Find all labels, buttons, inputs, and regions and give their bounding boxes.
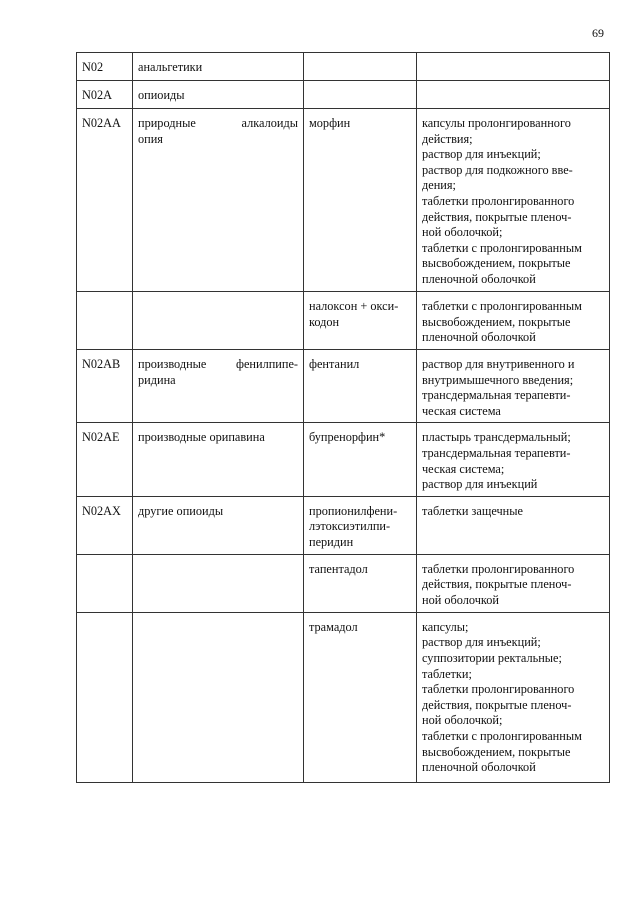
dosage-forms-cell bbox=[417, 53, 610, 81]
atc-group-cell bbox=[133, 423, 304, 496]
drug-name-cell bbox=[304, 81, 417, 109]
drug-name-cell bbox=[304, 554, 417, 612]
atc-group-cell-line: другие опиоиды bbox=[138, 503, 224, 518]
dosage-forms-cell-line: трансдермальная терапевти- bbox=[422, 388, 571, 403]
dosage-forms-cell bbox=[417, 496, 610, 554]
atc-group-cell-line: опиоиды bbox=[138, 88, 185, 102]
drug-name-cell-line: бупренорфин* bbox=[309, 430, 386, 445]
dosage-forms-cell-line: действия; bbox=[422, 131, 473, 146]
atc-code-cell: N02 bbox=[77, 53, 133, 81]
dosage-forms-cell-line: дения; bbox=[422, 178, 456, 193]
table-row bbox=[77, 109, 610, 292]
dosage-forms-cell-line: таблетки с пролонгированным bbox=[422, 240, 582, 255]
dosage-forms-cell bbox=[417, 612, 610, 782]
table-row bbox=[77, 53, 610, 81]
atc-group-cell bbox=[133, 81, 304, 109]
dosage-forms-cell-line: ной оболочкой; bbox=[422, 225, 503, 240]
dosage-forms-cell-line: раствор для инъекций bbox=[422, 477, 538, 492]
table-row bbox=[77, 292, 610, 350]
atc-group-cell-line: анальгетики bbox=[138, 60, 203, 74]
atc-group-cell bbox=[133, 496, 304, 554]
dosage-forms-cell bbox=[417, 109, 610, 292]
dosage-forms-cell-line: пленочной оболочкой bbox=[422, 760, 536, 775]
drug-name-cell-line: трамадол bbox=[309, 619, 358, 634]
drug-name-cell-line: морфин bbox=[309, 116, 351, 130]
dosage-forms-cell-line: ной оболочкой; bbox=[422, 713, 503, 728]
dosage-forms-cell-line: таблетки пролонгированного bbox=[422, 682, 575, 697]
dosage-forms-cell bbox=[417, 423, 610, 496]
atc-code-cell bbox=[77, 612, 133, 782]
dosage-forms-cell-line: раствор для инъекций; bbox=[422, 147, 541, 162]
table-row bbox=[77, 496, 610, 554]
dosage-forms-cell-line: пленочной оболочкой bbox=[422, 330, 536, 345]
dosage-forms-cell-line: раствор для внутривенного и bbox=[422, 357, 575, 371]
drug-name-cell-line: налоксон + окси- bbox=[309, 299, 399, 313]
atc-group-cell-line: производные фенилпипе- bbox=[138, 357, 298, 371]
drug-name-cell bbox=[304, 423, 417, 496]
drug-name-cell bbox=[304, 612, 417, 782]
dosage-forms-cell-line: действия, покрытые пленоч- bbox=[422, 697, 572, 712]
atc-code-cell: N02AB bbox=[77, 350, 133, 423]
atc-code-cell: N02AX bbox=[77, 496, 133, 554]
atc-group-cell bbox=[133, 53, 304, 81]
page-number: 69 bbox=[592, 26, 604, 40]
atc-group-cell bbox=[133, 554, 304, 612]
dosage-forms-cell bbox=[417, 292, 610, 350]
table-row bbox=[77, 81, 610, 109]
drug-name-cell-line: тапентадол bbox=[309, 561, 368, 576]
dosage-forms-cell-line: пластырь трансдермальный; bbox=[422, 430, 571, 445]
dosage-forms-cell-line: суппозитории ректальные; bbox=[422, 650, 562, 665]
atc-group-cell-line: опия bbox=[138, 131, 163, 146]
dosage-forms-cell bbox=[417, 554, 610, 612]
drug-name-cell bbox=[304, 53, 417, 81]
atc-group-cell bbox=[133, 109, 304, 292]
atc-group-cell bbox=[133, 350, 304, 423]
dosage-forms-cell-line: раствор для инъекций; bbox=[422, 635, 541, 650]
dosage-forms-cell-line: таблетки пролонгированного bbox=[422, 193, 575, 208]
atc-code-cell bbox=[77, 554, 133, 612]
dosage-forms-cell-line: таблетки защечные bbox=[422, 503, 523, 518]
dosage-forms-cell-line: таблетки; bbox=[422, 666, 472, 681]
dosage-forms-cell-line: действия, покрытые пленоч- bbox=[422, 577, 572, 592]
drug-name-cell-line: перидин bbox=[309, 534, 354, 549]
drug-name-cell-line: пропионилфени- bbox=[309, 503, 398, 518]
table-row bbox=[77, 612, 610, 782]
atc-code-cell bbox=[77, 292, 133, 350]
atc-code-cell: N02AA bbox=[77, 109, 133, 292]
dosage-forms-cell-line: таблетки пролонгированного bbox=[422, 561, 575, 576]
dosage-forms-cell-line: капсулы пролонгированного bbox=[422, 116, 571, 130]
dosage-forms-cell-line: раствор для подкожного вве- bbox=[422, 162, 573, 177]
dosage-forms-cell-line: высвобождением, покрытые bbox=[422, 314, 571, 329]
dosage-forms-cell bbox=[417, 350, 610, 423]
drug-name-cell bbox=[304, 109, 417, 292]
dosage-forms-cell-line: пленочной оболочкой bbox=[422, 271, 536, 286]
dosage-forms-cell-line: таблетки с пролонгированным bbox=[422, 299, 582, 313]
atc-group-cell-line: производные орипавина bbox=[138, 430, 265, 445]
dosage-forms-cell bbox=[417, 81, 610, 109]
dosage-forms-cell-line: внутримышечного введения; bbox=[422, 372, 574, 387]
dosage-forms-cell-line: высвобождением, покрытые bbox=[422, 744, 571, 759]
atc-code-cell: N02AE bbox=[77, 423, 133, 496]
atc-group-cell-line: природные алкалоиды bbox=[138, 116, 298, 130]
drug-name-cell bbox=[304, 350, 417, 423]
drug-classification-table bbox=[76, 52, 610, 783]
dosage-forms-cell-line: трансдермальная терапевти- bbox=[422, 445, 571, 460]
dosage-forms-cell-line: ческая система; bbox=[422, 461, 505, 476]
atc-group-cell bbox=[133, 612, 304, 782]
table-row bbox=[77, 423, 610, 496]
dosage-forms-cell-line: капсулы; bbox=[422, 619, 469, 634]
drug-name-cell-line: кодон bbox=[309, 314, 340, 329]
drug-name-cell-line: лэтоксиэтилпи- bbox=[309, 519, 391, 534]
drug-name-cell-line: фентанил bbox=[309, 357, 360, 371]
dosage-forms-cell-line: ной оболочкой bbox=[422, 592, 500, 607]
dosage-forms-cell-line: высвобождением, покрытые bbox=[422, 256, 571, 271]
table-row bbox=[77, 350, 610, 423]
drug-name-cell bbox=[304, 496, 417, 554]
drug-name-cell bbox=[304, 292, 417, 350]
dosage-forms-cell-line: действия, покрытые пленоч- bbox=[422, 209, 572, 224]
dosage-forms-cell-line: ческая система bbox=[422, 403, 501, 418]
dosage-forms-cell-line: таблетки с пролонгированным bbox=[422, 728, 582, 743]
table-row bbox=[77, 554, 610, 612]
atc-group-cell bbox=[133, 292, 304, 350]
atc-code-cell: N02A bbox=[77, 81, 133, 109]
atc-group-cell-line: ридина bbox=[138, 372, 176, 387]
